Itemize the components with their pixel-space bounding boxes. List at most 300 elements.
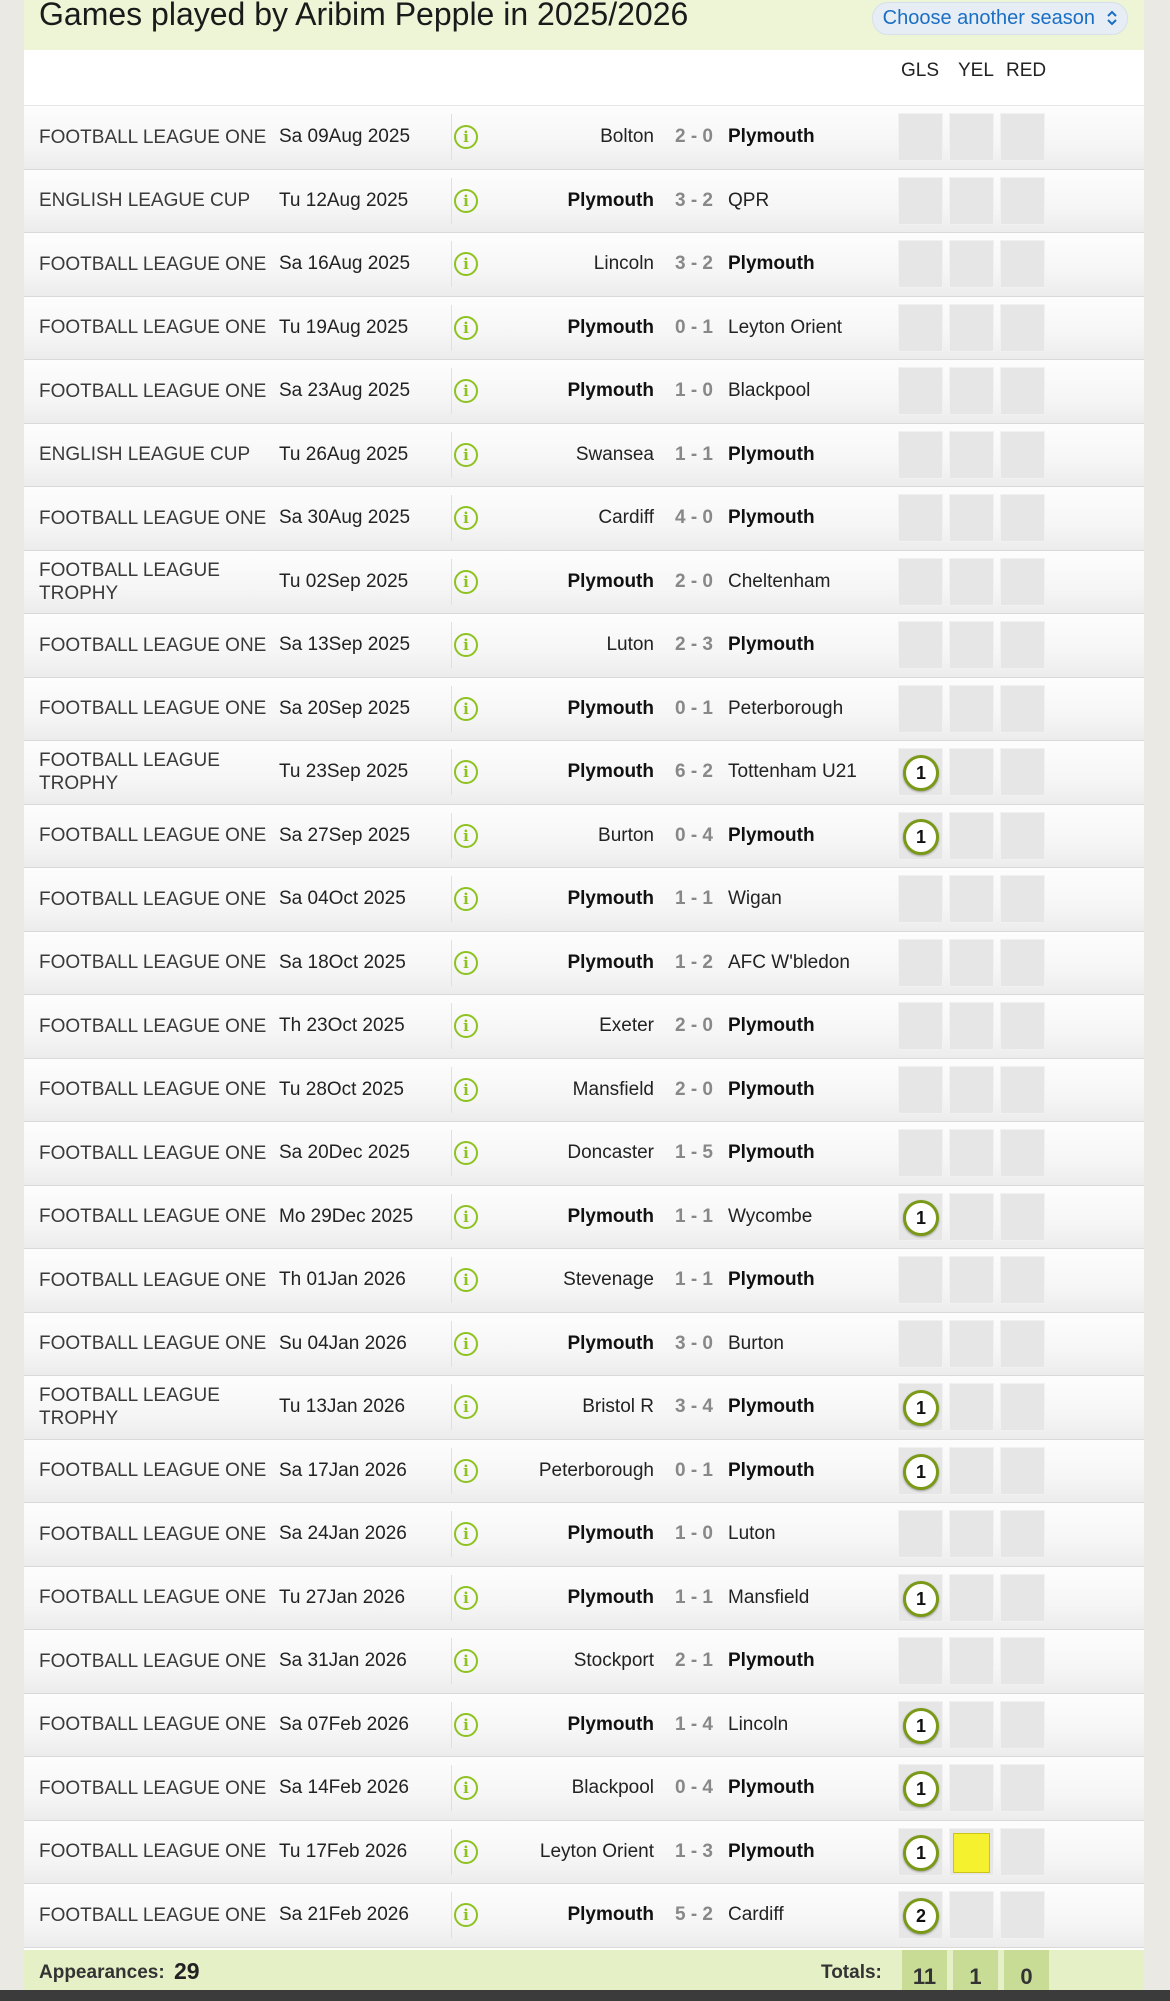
goals-cell [898,1447,943,1495]
yellow-card-cell [949,1002,994,1050]
home-team[interactable]: Bristol R [582,1396,654,1417]
away-team[interactable]: Peterborough [728,697,844,719]
match-score[interactable]: 3 - 2 [674,253,714,274]
red-card-cell [1000,1129,1045,1177]
match-date: Tu 02Sep 2025 [279,570,409,592]
goals-badge: 1 [903,1390,939,1426]
totals-footer [24,1950,1144,1990]
match-date: Sa 20Dec 2025 [279,1142,410,1163]
goals-badge: 1 [903,1771,939,1807]
match-info-icon[interactable]: i [454,633,478,657]
yellow-card-cell [949,621,994,669]
red-card-cell [1000,367,1045,415]
match-info-icon[interactable]: i [454,189,478,213]
column-divider [451,1575,452,1621]
home-team[interactable]: Blackpool [571,1777,654,1798]
match-info-icon[interactable]: i [454,1903,478,1927]
goals-cell [898,1510,943,1558]
game-row [24,233,1144,297]
column-divider [451,1448,452,1494]
match-info-icon[interactable]: i [454,1014,478,1038]
goals-cell [898,1574,943,1622]
column-divider [451,1130,452,1176]
match-info-icon[interactable]: i [454,1649,478,1673]
game-row [24,1186,1144,1250]
game-row [24,1884,1144,1948]
goals-cell [898,177,943,225]
goals-badge: 1 [903,819,939,855]
home-team[interactable]: Peterborough [538,1459,654,1481]
choose-season-label: Choose another season [882,7,1095,29]
competition-name: ENGLISH LEAGUE CUP [39,444,251,465]
match-date: Sa 13Sep 2025 [279,634,411,655]
red-card-cell [1000,113,1045,161]
away-team[interactable]: Plymouth [728,1396,815,1417]
game-row [24,741,1144,805]
match-date: Sa 27Sep 2025 [279,824,411,846]
competition-name: FOOTBALL LEAGUE ONE [39,1460,267,1481]
away-team[interactable]: Plymouth [728,253,815,274]
match-date: Sa 09Aug 2025 [279,126,411,147]
goals-badge: 1 [903,755,939,791]
match-score[interactable]: 1 - 2 [674,951,714,973]
game-row [24,614,1144,678]
game-row [24,1567,1144,1631]
competition-name: ENGLISH LEAGUE CUP [39,190,251,211]
game-row [24,551,1144,615]
column-divider [451,1194,452,1240]
competition-name: FOOTBALL LEAGUE ONE [39,380,267,402]
column-divider [451,305,452,351]
home-team[interactable]: Exeter [599,1015,654,1036]
match-date: Sa 16Aug 2025 [279,253,411,274]
match-score[interactable]: 0 - 4 [674,824,714,846]
goals-badge: 1 [903,1454,939,1490]
goals-cell [898,113,943,161]
home-team[interactable]: Plymouth [567,1713,654,1735]
red-card-cell [1000,431,1045,479]
red-card-cell [1000,1447,1045,1495]
home-team[interactable]: Plymouth [567,380,654,401]
match-score[interactable]: 2 - 0 [674,1015,714,1036]
competition-name: FOOTBALL LEAGUE ONE [39,126,267,148]
away-team[interactable]: Leyton Orient [728,316,843,338]
match-info-icon[interactable]: i [454,1141,478,1165]
goals-cell [898,494,943,542]
game-row [24,868,1144,932]
match-date: Sa 31Jan 2026 [279,1650,407,1671]
column-divider [451,368,452,414]
column-divider [451,1638,452,1684]
match-score[interactable]: 2 - 0 [674,126,714,147]
red-card-cell [1000,240,1045,288]
column-divider [451,1702,452,1748]
match-score[interactable]: 1 - 1 [674,443,714,465]
yellow-card-cell [949,1574,994,1622]
match-date: Sa 30Aug 2025 [279,507,411,528]
away-team[interactable]: Mansfield [728,1586,810,1608]
match-score[interactable]: 1 - 5 [674,1142,714,1163]
match-score[interactable]: 5 - 2 [674,1904,714,1925]
game-row [24,1630,1144,1694]
away-team[interactable]: Cheltenham [728,570,831,592]
column-divider [451,432,452,478]
competition-name: FOOTBALL LEAGUE ONE [39,317,267,338]
match-date: Sa 23Aug 2025 [279,380,411,401]
competition-name: FOOTBALL LEAGUE ONE [39,1587,267,1608]
competition-name: FOOTBALL LEAGUE ONE [39,253,267,275]
match-info-icon[interactable]: i [454,1332,478,1356]
home-team[interactable]: Mansfield [572,1078,654,1100]
home-team[interactable]: Plymouth [567,697,654,719]
competition-name: FOOTBALL LEAGUE TROPHY [39,559,220,604]
game-row [24,1059,1144,1123]
competition-name: FOOTBALL LEAGUE ONE [39,1142,267,1164]
yellow-card-cell [949,1891,994,1939]
game-row [24,297,1144,361]
column-divider [451,876,452,922]
goals-cell [898,1066,943,1114]
match-date: Tu 19Aug 2025 [279,316,409,338]
match-info-icon[interactable]: i [454,951,478,975]
match-date: Tu 27Jan 2026 [279,1586,406,1608]
competition-name: FOOTBALL LEAGUE ONE [39,1523,267,1545]
yellow-card-cell [949,1256,994,1304]
yellow-card-cell [949,367,994,415]
goals-cell [898,1701,943,1749]
home-team[interactable]: Cardiff [598,507,654,528]
goals-cell [898,939,943,987]
goals-cell [898,431,943,479]
goals-badge: 1 [903,1581,939,1617]
column-divider [451,1257,452,1303]
match-date: Sa 17Jan 2026 [279,1459,407,1481]
away-team[interactable]: Cardiff [728,1904,784,1925]
match-info-icon[interactable]: i [454,1713,478,1737]
home-team[interactable]: Plymouth [567,1205,654,1227]
match-score[interactable]: 2 - 0 [674,1078,714,1100]
home-team[interactable]: Plymouth [567,951,654,973]
red-card-cell [1000,1764,1045,1812]
goals-cell [898,1320,943,1368]
game-row [24,106,1144,170]
home-team[interactable]: Plymouth [567,1332,654,1354]
match-info-icon[interactable]: i [454,1395,478,1419]
away-team[interactable]: Plymouth [728,126,815,147]
games-list [24,106,1144,1948]
away-team[interactable]: Blackpool [728,380,811,401]
yellow-card-cell [949,748,994,796]
totals-label: Totals: [821,1962,882,1983]
column-divider [451,1384,452,1430]
match-score[interactable]: 3 - 0 [674,1332,714,1354]
goals-badge: 1 [903,1835,939,1871]
goals-cell [898,1383,943,1431]
match-info-icon[interactable]: i [454,1459,478,1483]
yellow-card-cell [949,1066,994,1114]
yellow-card-cell [949,304,994,352]
match-score[interactable]: 1 - 1 [674,1586,714,1608]
away-team[interactable]: Plymouth [728,1269,815,1290]
column-header-yellow: YEL [958,60,994,81]
home-team[interactable]: Plymouth [567,1904,654,1925]
yellow-card-icon [953,1833,990,1873]
red-card-cell [1000,621,1045,669]
home-team[interactable]: Plymouth [567,570,654,592]
away-team[interactable]: Plymouth [728,507,815,528]
competition-name: FOOTBALL LEAGUE ONE [39,1269,267,1291]
match-info-icon[interactable]: i [454,506,478,530]
match-score[interactable]: 1 - 1 [674,1269,714,1290]
away-team[interactable]: Plymouth [728,824,815,846]
yellow-card-cell [949,494,994,542]
game-row [24,1376,1144,1440]
competition-name: FOOTBALL LEAGUE ONE [39,1904,267,1926]
match-score[interactable]: 1 - 0 [674,380,714,401]
goals-cell [898,558,943,606]
away-team[interactable]: Burton [728,1332,784,1354]
goals-cell [898,1764,943,1812]
game-row [24,995,1144,1059]
match-score[interactable]: 1 - 1 [674,888,714,909]
game-row [24,678,1144,742]
away-team[interactable]: Plymouth [728,1459,815,1481]
away-team[interactable]: Tottenham U21 [728,761,857,782]
match-score[interactable]: 3 - 2 [674,189,714,211]
match-score[interactable]: 0 - 4 [674,1777,714,1798]
yellow-card-cell [949,685,994,733]
match-info-icon[interactable]: i [454,125,478,149]
away-team[interactable]: Plymouth [728,1142,815,1163]
goals-cell [898,367,943,415]
column-divider [451,1892,452,1938]
total-red-cards: 0 [1004,1950,1049,1990]
column-header-red: RED [1006,60,1047,81]
match-score[interactable]: 2 - 0 [674,570,714,592]
match-info-icon[interactable]: i [454,1268,478,1292]
yellow-card-cell [949,1383,994,1431]
goals-cell [898,1637,943,1685]
match-date: Tu 23Sep 2025 [279,761,409,782]
match-score[interactable]: 6 - 2 [674,761,714,782]
away-team[interactable]: Luton [728,1523,776,1544]
game-row [24,1249,1144,1313]
column-divider [451,940,452,986]
away-team[interactable]: Plymouth [728,1650,815,1671]
yellow-card-cell [949,1764,994,1812]
yellow-card-cell [949,177,994,225]
column-divider [451,495,452,541]
match-info-icon[interactable]: i [454,379,478,403]
competition-name: FOOTBALL LEAGUE ONE [39,698,267,719]
away-team[interactable]: Plymouth [728,1840,815,1862]
match-info-icon[interactable]: i [454,1840,478,1864]
away-team[interactable]: Plymouth [728,634,815,655]
home-team[interactable]: Stockport [573,1650,654,1671]
games-panel [24,0,1144,1990]
red-card-cell [1000,685,1045,733]
game-row [24,1440,1144,1504]
match-info-icon[interactable]: i [454,1776,478,1800]
choose-season-button[interactable] [872,2,1128,35]
yellow-card-cell [949,1447,994,1495]
yellow-card-cell [949,875,994,923]
column-divider [451,622,452,668]
competition-name: FOOTBALL LEAGUE ONE [39,1777,267,1799]
away-team[interactable]: AFC W'bledon [728,951,850,973]
game-row [24,1503,1144,1567]
away-team[interactable]: Lincoln [728,1713,789,1735]
competition-name: FOOTBALL LEAGUE ONE [39,1333,267,1354]
goals-badge: 2 [903,1898,939,1934]
yellow-card-cell [949,558,994,606]
match-score[interactable]: 0 - 1 [674,316,714,338]
match-date: Mo 29Dec 2025 [279,1205,414,1227]
competition-name: FOOTBALL LEAGUE TROPHY [39,1385,220,1429]
column-divider [451,1829,452,1875]
yellow-card-cell [949,1129,994,1177]
red-card-cell [1000,1574,1045,1622]
red-card-cell [1000,1002,1045,1050]
away-team[interactable]: Plymouth [728,1015,815,1036]
match-info-icon[interactable]: i [454,252,478,276]
column-divider [451,1067,452,1113]
home-team[interactable]: Plymouth [567,1586,654,1608]
match-score[interactable]: 2 - 3 [674,634,714,655]
match-info-icon[interactable]: i [454,697,478,721]
red-card-cell [1000,1256,1045,1304]
red-card-cell [1000,304,1045,352]
title-bar [24,0,1144,50]
match-score[interactable]: 3 - 4 [674,1396,714,1417]
goals-cell [898,812,943,860]
goals-badge: 1 [903,1200,939,1236]
game-row [24,1821,1144,1885]
match-info-icon[interactable]: i [454,1586,478,1610]
game-row [24,1757,1144,1821]
appearances-count: 29 [174,1958,200,1984]
yellow-card-cell [949,240,994,288]
bottom-bar [0,1990,1170,2001]
match-info-icon[interactable]: i [454,760,478,784]
match-date: Tu 28Oct 2025 [279,1078,404,1100]
column-header-row [24,50,1144,106]
goals-cell [898,621,943,669]
competition-name: FOOTBALL LEAGUE ONE [39,1650,267,1672]
yellow-card-cell [949,1193,994,1241]
home-team[interactable]: Bolton [600,126,654,147]
red-card-cell [1000,875,1045,923]
home-team[interactable]: Doncaster [567,1142,654,1163]
red-card-cell [1000,1828,1045,1876]
away-team[interactable]: Plymouth [728,1777,815,1798]
column-divider [451,241,452,287]
home-team[interactable]: Plymouth [567,189,654,211]
game-row [24,1694,1144,1758]
match-score[interactable]: 0 - 1 [674,1459,714,1481]
red-card-cell [1000,1320,1045,1368]
game-row [24,805,1144,869]
game-row [24,487,1144,551]
home-team[interactable]: Plymouth [567,316,654,338]
match-score[interactable]: 1 - 3 [674,1840,714,1862]
match-info-icon[interactable]: i [454,443,478,467]
page-title: Games played by Aribim Pepple in 2025/2026 [39,0,689,32]
competition-name: FOOTBALL LEAGUE ONE [39,1079,267,1100]
competition-name: FOOTBALL LEAGUE ONE [39,1841,267,1862]
match-date: Sa 14Feb 2026 [279,1777,409,1798]
match-score[interactable]: 0 - 1 [674,697,714,719]
away-team[interactable]: QPR [728,189,770,211]
home-team[interactable]: Plymouth [567,888,654,909]
home-team[interactable]: Plymouth [567,1523,654,1544]
column-divider [451,1511,452,1557]
column-header-goals: GLS [901,60,940,81]
red-card-cell [1000,1637,1045,1685]
home-team[interactable]: Luton [606,634,654,655]
game-row [24,360,1144,424]
goals-cell [898,685,943,733]
match-score[interactable]: 4 - 0 [674,507,714,528]
match-info-icon[interactable]: i [454,1205,478,1229]
away-team[interactable]: Wigan [728,888,782,909]
yellow-card-cell [949,1637,994,1685]
match-score[interactable]: 1 - 0 [674,1523,714,1544]
red-card-cell [1000,1193,1045,1241]
yellow-card-cell [949,812,994,860]
home-team[interactable]: Lincoln [593,253,654,274]
total-yellow-cards: 1 [953,1950,998,1990]
goals-cell [898,1891,943,1939]
competition-name: FOOTBALL LEAGUE ONE [39,952,267,973]
match-info-icon[interactable]: i [454,887,478,911]
game-row [24,1122,1144,1186]
match-date: Tu 13Jan 2026 [279,1396,406,1417]
away-team[interactable]: Plymouth [728,1078,815,1100]
home-team[interactable]: Leyton Orient [539,1840,654,1862]
red-card-cell [1000,1701,1045,1749]
match-info-icon[interactable]: i [454,824,478,848]
goals-cell [898,1193,943,1241]
match-info-icon[interactable]: i [454,1078,478,1102]
goals-cell [898,1002,943,1050]
appearances-label: Appearances: [39,1962,165,1983]
match-date: Sa 24Jan 2026 [279,1523,407,1544]
away-team[interactable]: Wycombe [728,1205,813,1227]
away-team[interactable]: Plymouth [728,443,815,465]
home-team[interactable]: Swansea [575,443,654,465]
column-divider [451,114,452,160]
match-info-icon[interactable]: i [454,1522,478,1546]
match-info-icon[interactable]: i [454,316,478,340]
match-info-icon[interactable]: i [454,570,478,594]
home-team[interactable]: Stevenage [563,1269,654,1290]
match-date: Sa 18Oct 2025 [279,951,406,973]
match-score[interactable]: 1 - 1 [674,1205,714,1227]
match-score[interactable]: 2 - 1 [674,1650,714,1671]
match-date: Th 23Oct 2025 [279,1015,405,1036]
match-score[interactable]: 1 - 4 [674,1713,714,1735]
goals-cell [898,748,943,796]
home-team[interactable]: Burton [598,824,654,846]
goals-cell [898,1129,943,1177]
match-date: Tu 17Feb 2026 [279,1840,408,1862]
column-divider [451,559,452,605]
red-card-cell [1000,748,1045,796]
yellow-card-cell [949,113,994,161]
home-team[interactable]: Plymouth [567,761,654,782]
competition-name: FOOTBALL LEAGUE TROPHY [39,750,220,794]
